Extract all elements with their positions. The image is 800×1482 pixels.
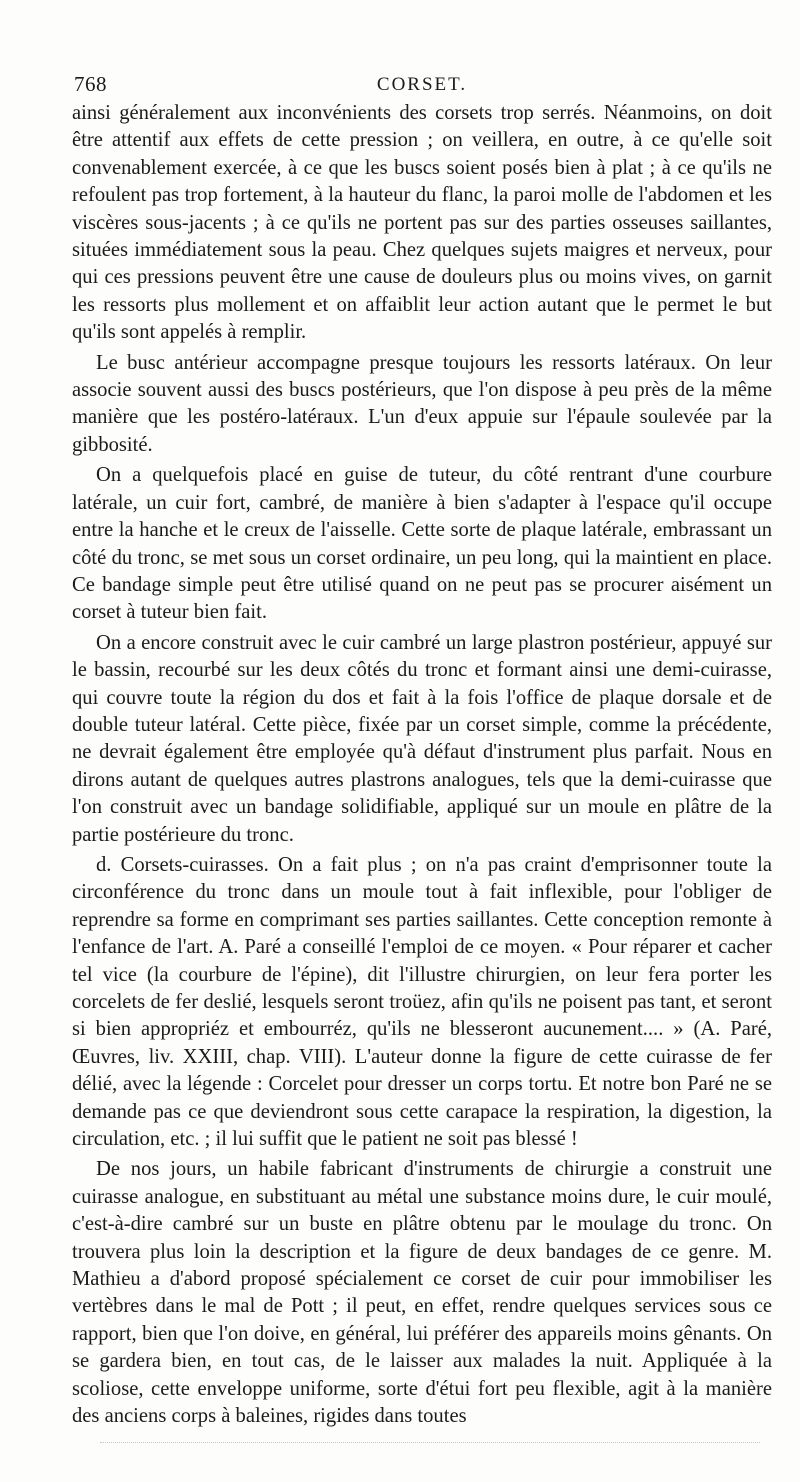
document-page [72, 70, 772, 1431]
paragraph-2: Le busc antérieur accompagne presque toujours les ressorts latéraux. On leur associe souvent aussi des buscs postérieurs, que l'on dispose à peu près de la même manière que les postéro-latéraux. L'un d'eux appuie sur l'épaule soulevée par la gibbosité. [72, 351, 772, 456]
running-title: CORSET. [376, 74, 468, 95]
paragraph-3: On a quelquefois placé en guise de tuteur, du côté rentrant d'une courbure latérale, un cuir fort, cambré, de manière à bien s'adapter à l'espace qu'il occupe entre la hanche et le creux de l'aisselle. Cette sorte de plaque latérale, embrassant un côté du tronc, se met sous un corset ordinaire, un peu long, qui la maintient en place. Ce bandage simple peut être utilisé quand on ne peut pas se procurer aisément un corset à tuteur bien fait. [72, 464, 772, 624]
running-head [72, 70, 772, 100]
bottom-dotted-rule [100, 1442, 760, 1443]
paragraph-6: De nos jours, un habile fabricant d'instruments de chirurgie a construit une cuirasse analogue, en substituant au métal une substance moins dure, le cuir moulé, c'est-à-dire cambré sur un buste en plâtre obtenu par le moulage du tronc. On trouvera plus loin la description et la figure de deux bandages de ce genre. M. Mathieu a d'abord proposé spécialement ce corset de cuir pour immobiliser les vertèbres dans le mal de Pott ; il peut, en effet, rendre quelques services sous ce rapport, bien que l'on doive, en général, lui préférer des appareils moins gênants. On se gardera bien, en tout cas, de le laisser aux malades la nuit. Appliquée à la scoliose, cette enveloppe uniforme, sorte d'étui fort peu flexible, agit à la manière des anciens corps à baleines, rigides dans toutes [72, 1158, 772, 1428]
paragraph-4: On a encore construit avec le cuir cambré un large plastron postérieur, appuyé sur le bassin, recourbé sur les deux côtés du tronc et formant ainsi une demi-cuirasse, qui couvre toute la région du dos et fait à la fois l'office de plaque dorsale et de double tuteur latéral. Cette pièce, fixée par un corset simple, comme la précédente, ne devrait également être employée qu'à défaut d'instrument plus parfait. Nous en dirons autant de quelques autres plastrons analogues, tels que la demi-cuirasse que l'on construit avec un bandage solidifiable, appliqué sur un moule en plâtre de la partie postérieure du tronc. [72, 631, 772, 846]
body-text [72, 100, 772, 1431]
paragraph-1: ainsi généralement aux inconvénients des corsets trop serrés. Néanmoins, on doit être attentif aux effets de cette pression ; on veillera, en outre, à ce qu'elle soit convenablement exercée, à ce que les buscs soient posés bien à plat ; à ce qu'ils ne refoulent pas trop fortement, à la hauteur du flanc, la paroi molle de l'abdomen et les viscères sous-jacents ; à ce qu'ils ne portent pas sur des parties osseuses saillantes, situées immédiatement sous la peau. Chez quelques sujets maigres et nerveux, pour qui ces pressions peuvent être une cause de douleurs plus ou moins vives, on garnit les ressorts plus mollement et on affaiblit leur action autant que le permet le but qu'ils sont appelés à remplir. [72, 102, 772, 344]
paragraph-5: d. Corsets-cuirasses. On a fait plus ; on n'a pas craint d'emprisonner toute la circonférence du tronc dans un moule tout à fait inflexible, pour l'obliger de reprendre sa forme en comprimant ses parties saillantes. Cette conception remonte à l'enfance de l'art. A. Paré a conseillé l'emploi de ce moyen. « Pour réparer et cacher tel vice (la courbure de l'épine), dit l'illustre chirurgien, on leur fera porter les corcelets de fer deslié, lesquels seront troüez, afin qu'ils ne poisent pas tant, et seront si bien appropriéz et embourréz, qu'ils ne blesseront aucunement.... » (A. Paré, Œuvres, liv. XXIII, chap. VIII). L'auteur donne la figure de cette cuirasse de fer délié, avec la légende : Corcelet pour dresser un corps tortu. Et notre bon Paré ne se demande pas ce que deviendront sous cette carapace la respiration, la digestion, la circulation, etc. ; il lui suffit que le patient ne soit pas blessé ! [72, 853, 772, 1151]
page-number: 768 [74, 72, 107, 96]
